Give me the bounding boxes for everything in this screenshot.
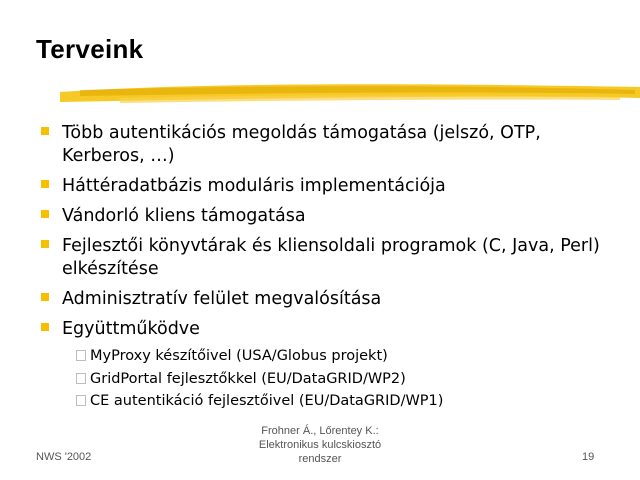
sub-bullet-item: [76, 347, 620, 366]
slide-title: Terveink: [36, 34, 144, 64]
bullet-text: Együttműködve: [62, 319, 200, 339]
bullet-square-icon: [41, 323, 49, 331]
bullet-square-icon: [41, 180, 49, 188]
sub-bullet-box-icon: [76, 373, 86, 384]
footer-conference: NWS '2002: [36, 451, 92, 463]
bullet-item: [40, 318, 620, 411]
bullet-text: Több autentikációs megoldás támogatása (jelszó, OTP, Kerberos, …): [62, 123, 541, 166]
sub-bullet-text: GridPortal fejlesztőkkel (EU/DataGRID/WP2): [90, 370, 406, 387]
bullet-text: Fejlesztői könyvtárak és kliensoldali programok (C, Java, Perl) elkészítése: [62, 236, 600, 279]
bullet-text: Vándorló kliens támogatása: [62, 206, 306, 226]
sub-bullet-box-icon: [76, 395, 86, 406]
sub-bullet-text: CE autentikáció fejlesztőivel (EU/DataGRID/WP1): [90, 393, 444, 409]
bullet-item: [40, 175, 620, 198]
bullet-item: [40, 288, 620, 311]
bullet-text: Adminisztratív felület megvalósítása: [62, 289, 382, 309]
sub-bullet-item: [76, 392, 620, 411]
bullet-list: [40, 122, 620, 418]
bullet-text: Háttéradatbázis moduláris implementációja: [62, 176, 446, 196]
footer-center-line: Elektronikus kulcskiosztó: [258, 439, 382, 451]
sub-bullet-list: [62, 347, 620, 411]
footer-center-line: rendszer: [298, 453, 342, 465]
bullet-square-icon: [41, 240, 49, 248]
bullet-item: [40, 122, 620, 168]
sub-bullet-item: [76, 370, 620, 389]
sub-bullet-text: MyProxy készítőivel (USA/Globus projekt): [90, 348, 388, 364]
bullet-square-icon: [41, 210, 49, 218]
title-underline-brush: [60, 78, 640, 108]
bullet-square-icon: [41, 127, 49, 135]
page-number: 19: [582, 451, 595, 463]
bullet-square-icon: [41, 293, 49, 301]
bullet-item: [40, 205, 620, 228]
bullet-item: [40, 235, 620, 281]
footer-center-line: Frohner Á., Lőrentey K.:: [261, 425, 379, 437]
sub-bullet-box-icon: [76, 350, 86, 361]
footer-authors: [220, 424, 420, 466]
